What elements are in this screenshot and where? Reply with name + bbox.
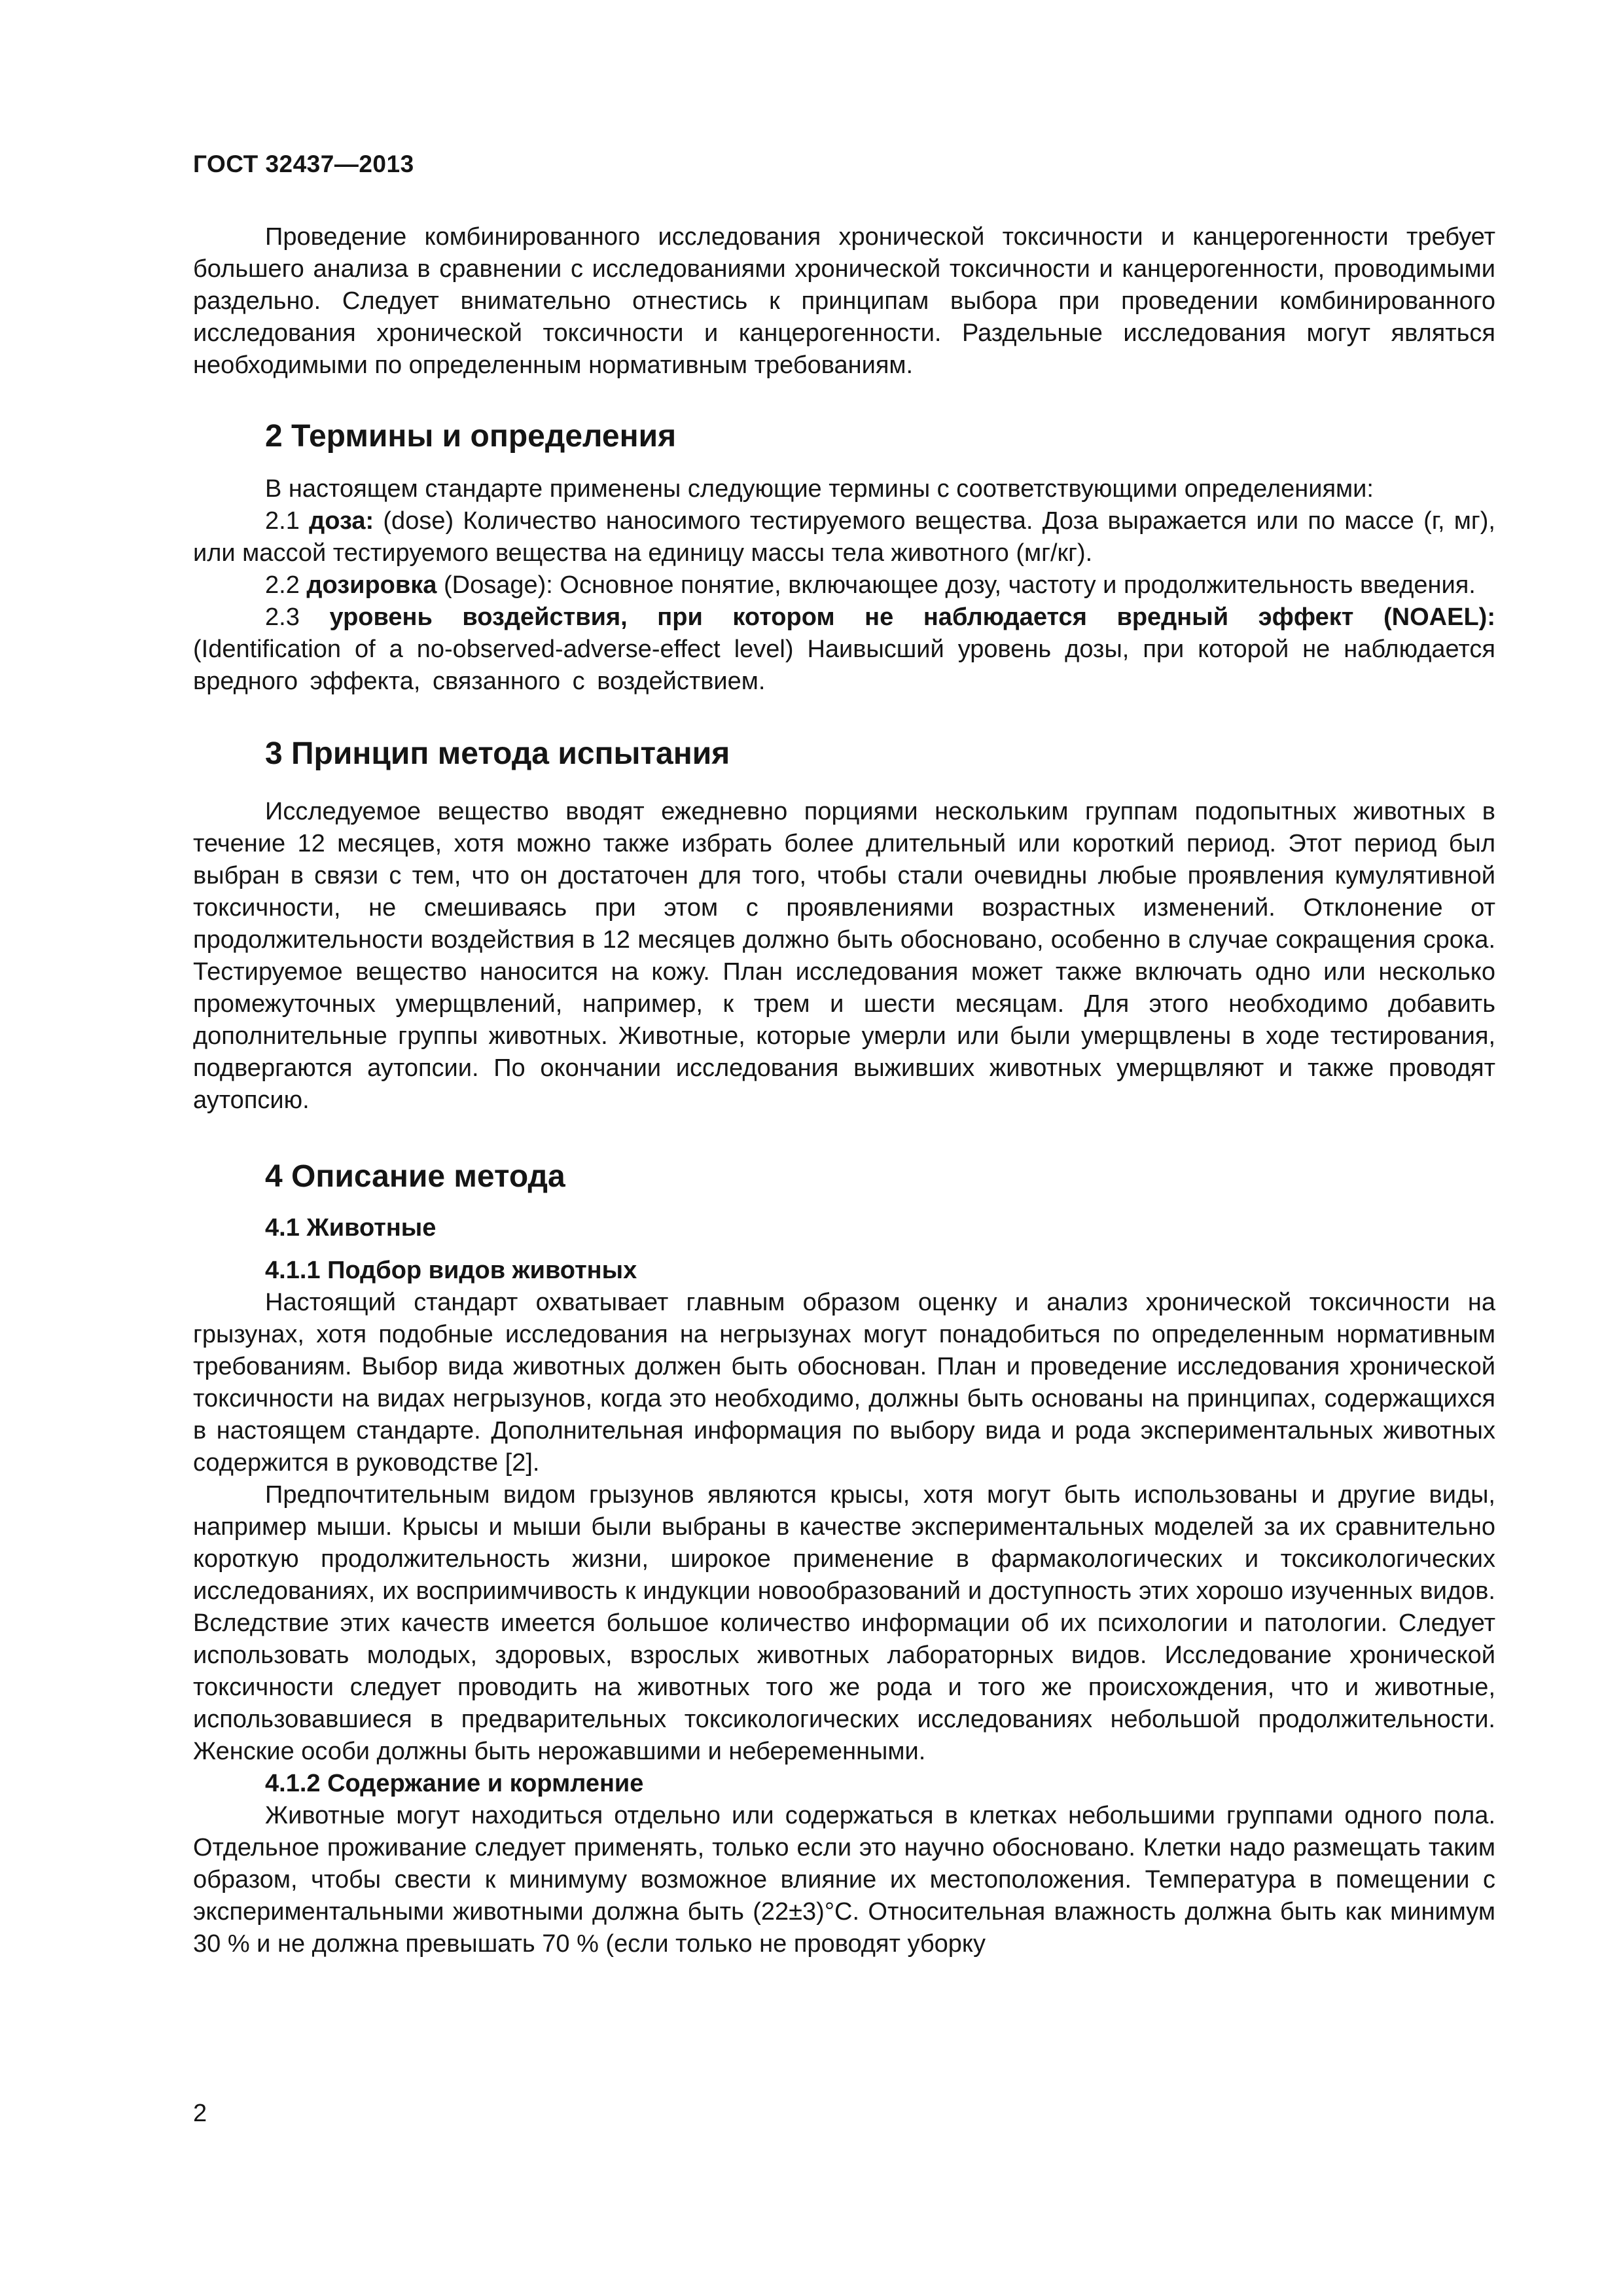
term-2-1-name: доза: — [309, 507, 374, 535]
intro-paragraph: Проведение комбинированного исследования хронической токсичности и канцерогенности требует большего анализа в сравнении с исследованиями хронической токсичности и канцерогенности, проводимыми раздельно. Следует внимательно отнестись к принципам выбора при проведении комбинированного исследования хронической токсичности и канцерогенности. Раздельные исследования могут являться необходимыми по определенным нормативным требованиям. — [193, 223, 1495, 379]
section-4-heading: 4 Описание метода — [265, 1159, 565, 1194]
section-2-lead: В настоящем стандарте применены следующие термины с соответствующими определениями: — [265, 475, 1374, 503]
term-2-1: 2.1 доза: (dose) Количество наносимого тестируемого вещества. Доза выражается или по массе (г, мг), или массой тестируемого вещества на единицу массы тела животного (мг/кг). — [193, 507, 1495, 567]
section-4-1-1-heading: 4.1.1 Подбор видов животных — [265, 1257, 637, 1284]
page-content — [193, 221, 1495, 1960]
section-3-paragraph: Исследуемое вещество вводят ежедневно порциями нескольким группам подопытных животных в течение 12 месяцев, хотя можно также избрать более длительный или короткий период. Этот период был выбран в связи с тем, что он достаточен для того, чтобы стали очевидны любые проявления кумулятивной токсичности, не смешиваясь при этом с проявлениями возрастных изменений. Отклонение от продолжительности воздействия в 12 месяцев должно быть обосновано, особенно в случае сокращения срока. Тестируемое вещество наносится на кожу. План исследования может также включать одно или несколько промежуточных умерщвлений, например, к трем и шести месяцам. Для этого необходимо добавить дополнительные группы животных. Животные, которые умерли или были умерщвлены в ходе тестирования, подвергаются аутопсии. По окончании исследования выживших животных умерщвляют и также проводят аутопсию. — [193, 798, 1495, 1114]
term-2-2-name: дозировка — [306, 571, 437, 599]
section-4-1-heading: 4.1 Животные — [265, 1214, 437, 1242]
section-3-heading: 3 Принцип метода испытания — [265, 736, 730, 771]
section-4-1-1-paragraph-1: Настоящий стандарт охватывает главным образом оценку и анализ хронической токсичности на грызунах, хотя подобные исследования на негрызунах могут понадобиться по определенным нормативным требованиям. Выбор вида животных должен быть обоснован. План и проведение исследования хронической токсичности на видах негрызунов, когда это необходимо, должны быть основаны на принципах, содержащихся в настоящем стандарте. Дополнительная информация по выбору вида и рода экспериментальных животных содержится в руководстве [2]. — [193, 1289, 1495, 1477]
section-2-heading: 2 Термины и определения — [265, 419, 677, 454]
term-2-2: 2.2 дозировка (Dosage): Основное понятие, включающее дозу, частоту и продолжительность введения. — [265, 571, 1476, 599]
document-header: ГОСТ 32437—2013 — [193, 151, 414, 177]
term-2-3: 2.3 уровень воздействия, при котором не наблюдается вредный эффект (NOAEL): (Identification of a no-observed-adverse-effect level) Наивысший уровень дозы, при которой не наблюдается вредного эффекта, связанного с воздействием. — [193, 603, 1495, 695]
section-4-1-2-paragraph-1: Животные могут находиться отдельно или содержаться в клетках небольшими группами одного пола. Отдельное проживание следует применять, только если это научно обосновано. Клетки надо размещать таким образом, чтобы свести к минимуму возможное влияние их местоположения. Температура в помещении с экспериментальными животными должна быть (22±3)°С. Относительная влажность должна быть как минимум 30 % и не должна превышать 70 % (если только не проводят уборку — [193, 1802, 1495, 1958]
section-4-1-1-paragraph-2: Предпочтительным видом грызунов являются крысы, хотя могут быть использованы и другие виды, например мыши. Крысы и мыши были выбраны в качестве экспериментальных моделей за их сравнительно короткую продолжительность жизни, широкое применение в фармакологических и токсикологических исследованиях, их восприимчивость к индукции новообразований и доступность этих хорошо изученных видов. Вследствие этих качеств имеется большое количество информации об их психологии и патологии. Следует использовать молодых, здоровых, взрослых животных лабораторных видов. Исследование хронической токсичности следует проводить на животных того же рода и того же происхождения, что и животные, использовавшиеся в предварительных токсикологических исследованиях небольшой продолжительности. Женские особи должны быть нерожавшими и небеременными. — [193, 1481, 1495, 1765]
page-number: 2 — [193, 2100, 207, 2127]
term-2-3-name: уровень воздействия, при котором не наблюдается вредный эффект (NOAEL): — [329, 603, 1495, 631]
section-4-1-2-heading: 4.1.2 Содержание и кормление — [265, 1770, 644, 1797]
